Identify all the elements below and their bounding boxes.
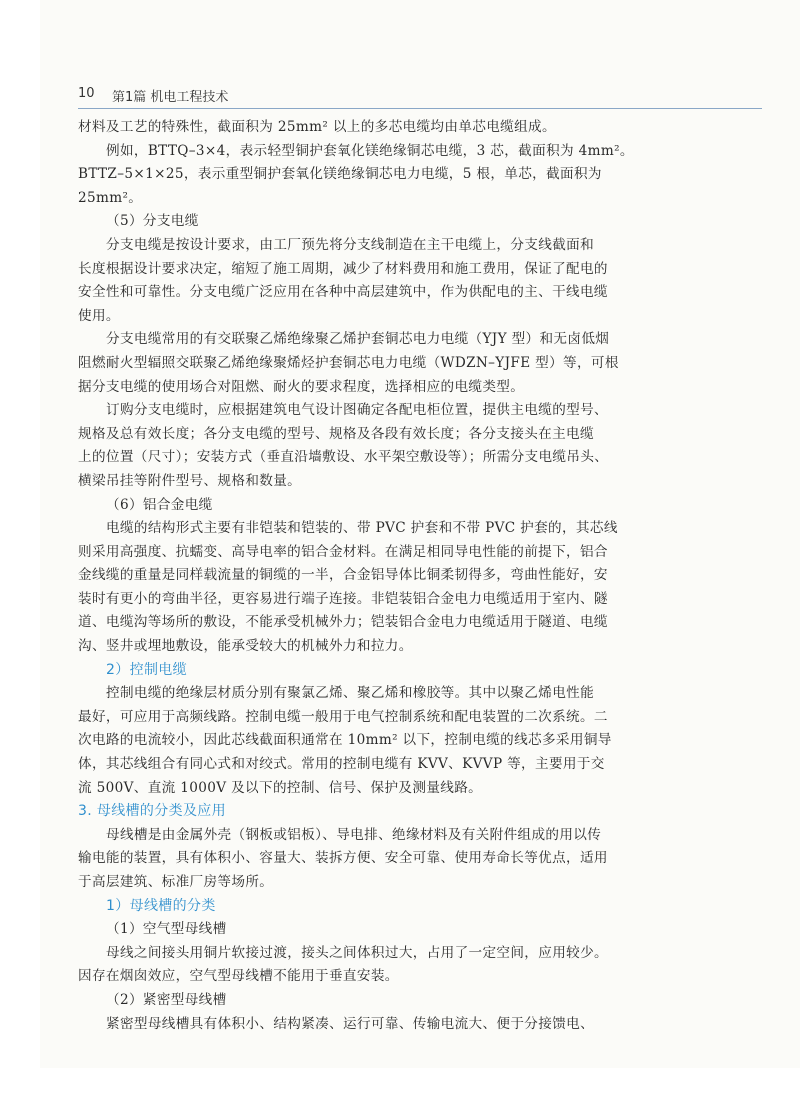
paragraph-first-line: 电缆的结构形式主要有非铠装和铠装的、带 PVC 护套和不带 PVC 护套的，其芯线 [106,520,618,537]
scan-margin-left [0,0,40,1108]
section-heading: 2）控制电缆 [106,661,188,678]
text-line: 则采用高强度、抗蠕变、高导电率的铝合金材料。在满足相同导电性能的前提下，铝合 [78,543,608,560]
text-line: 安全性和可靠性。分支电缆广泛应用在各种中高层建筑中，作为供配电的主、干线电缆 [78,284,608,301]
text-line: 规格及总有效长度；各分支电缆的型号、规格及各段有效长度；各分支接头在主电缆 [78,425,594,442]
text-line: 据分支电缆的使用场合对阻燃、耐火的要求程度，选择相应的电缆类型。 [78,378,525,395]
text-line: 使用。 [78,307,120,324]
text-line: 体，其芯线组合有同心式和对绞式。常用的控制电缆有 KVV、KVVP 等，主要用于交 [78,756,605,773]
scan-margin-bottom [0,1068,800,1108]
text-line: 最好，可应用于高频线路。控制电缆一般用于电气控制系统和配电装置的二次系统。二 [78,708,608,725]
paragraph-first-line: 控制电缆的绝缘层材质分别有聚氯乙烯、聚乙烯和橡胶等。其中以聚乙烯电性能 [106,685,595,702]
paragraph-first-line: 订购分支电缆时，应根据建筑电气设计图确定各配电柜位置，提供主电缆的型号、 [106,402,608,419]
text-line: 25mm²。 [78,189,143,206]
text-line: 装时有更小的弯曲半径，更容易进行端子连接。非铠装铝合金电力电缆适用于室内、隧 [78,590,608,607]
page-number: 10 [78,86,95,101]
text-line: 流 500V、直流 1000V 及以下的控制、信号、保护及测量线路。 [78,779,483,796]
text-line: 沟、竖井或埋地敷设，能承受较大的机械外力和拉力。 [78,638,413,655]
paragraph-first-line: 分支电缆常用的有交联聚乙烯绝缘聚乙烯护套铜芯电力电缆（YJY 型）和无卤低烟 [106,331,610,348]
text-line: 金线缆的重量是同样载流量的铜缆的一半，合金铝导体比铜柔韧得多，弯曲性能好，安 [78,567,608,584]
header-divider [78,108,762,109]
paragraph-first-line: 母线槽是由金属外壳（钢板或铝板）、导电排、绝缘材料及有关附件组成的用以传 [106,826,602,843]
text-line: 上的位置（尺寸）；安装方式（垂直沿墙敷设、水平架空敷设等）；所需分支电缆吊头、 [78,449,609,466]
paragraph-first-line: 分支电缆是按设计要求，由工厂预先将分支线制造在主干电缆上，分支线截面和 [106,236,595,253]
subsection-heading: （1）空气型母线槽 [106,921,227,938]
text-line: 因存在烟囱效应，空气型母线槽不能用于垂直安装。 [78,968,399,985]
text-line: 材料及工艺的特殊性，截面积为 25mm² 以上的多芯电缆均由单芯电缆组成。 [78,119,556,135]
chapter-title: 第1篇 机电工程技术 [112,90,229,105]
paragraph-first-line: 紧密型母线槽具有体积小、结构紧凑、运行可靠、传输电流大、便于分接馈电、 [106,1015,595,1032]
paragraph-first-line: 母线之间接头用铜片软接过渡，接头之间体积过大，占用了一定空间，应用较少。 [106,944,608,961]
text-line: 道、电缆沟等场所的敷设，不能承受机械外力；铠装铝合金电力电缆适用于隧道、电缆 [78,614,608,631]
text-line: 横梁吊挂等附件型号、规格和数量。 [78,472,302,489]
text-line: BTTZ–5×1×25，表示重型铜护套氧化镁绝缘铜芯电力电缆，5 根，单芯，截面积为 [78,166,602,183]
text-line: 阻燃耐火型辐照交联聚乙烯绝缘聚烯烃护套铜芯电力电缆（WDZN–YJFE 型）等，可根 [78,354,619,371]
chapter-section-heading: 3. 母线槽的分类及应用 [78,803,227,820]
text-line: 次电路的电流较小，因此芯线截面积通常在 10mm² 以下，控制电缆的线芯多采用铜导 [78,732,612,749]
text-line: 长度根据设计要求决定，缩短了施工周期，减少了材料费用和施工费用，保证了配电的 [78,260,608,277]
subsection-heading: （2）紧密型母线槽 [106,991,227,1008]
section-heading: 1）母线槽的分类 [106,897,216,914]
running-header [78,84,762,106]
paragraph-first-line: 例如，BTTQ–3×4，表示轻型铜护套氧化镁绝缘铜芯电缆，3 芯，截面积为 4mm²。 [106,142,634,159]
page-body [78,116,762,1036]
subsection-heading: （5）分支电缆 [106,213,199,230]
text-line: 输电能的装置，具有体积小、容量大、装拆方便、安全可靠、使用寿命长等优点，适用 [78,850,608,867]
subsection-heading: （6）铝合金电缆 [106,496,213,513]
text-line: 于高层建筑、标准厂房等场所。 [78,874,274,890]
